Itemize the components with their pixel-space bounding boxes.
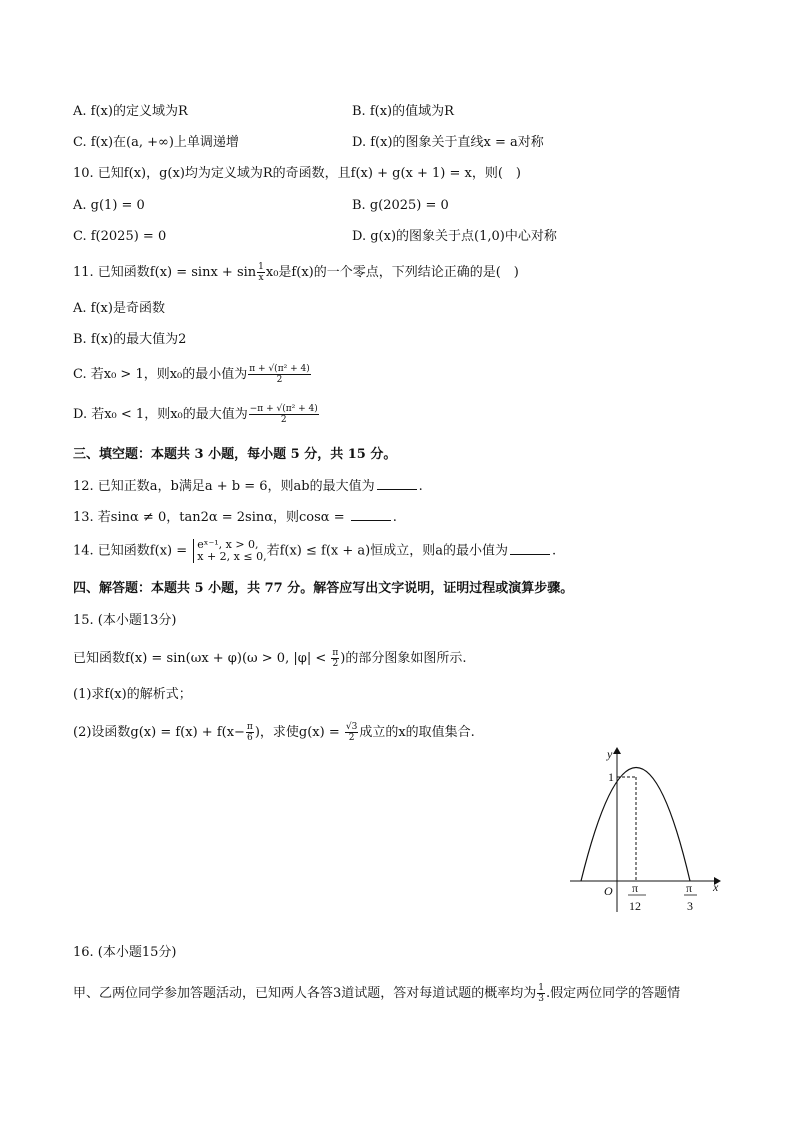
q15-part-1: (1)求f(x)的解析式； [73, 687, 192, 702]
q16-frac-num: 1 [538, 983, 545, 993]
q16-stem-b: .假定两位同学的答题情 [546, 986, 681, 1001]
graph-origin-label: O [604, 884, 613, 898]
q14 [73, 539, 556, 564]
q14-case-1: eˣ⁻¹, x > 0, [197, 538, 259, 551]
q13 [73, 508, 397, 527]
graph-tick-2-den: 3 [687, 899, 693, 913]
q15-part-2-frac2-den: 2 [348, 733, 355, 743]
q9-option-a: A. f(x)的定义域为R [73, 104, 188, 119]
q11-option-d [73, 404, 320, 425]
q13-end: . [392, 510, 397, 525]
q11-option-d-fraction [249, 404, 319, 425]
q15-part-2-frac-num: π [246, 722, 253, 732]
q11-stem-fraction [257, 262, 265, 283]
q14-case-2: x + 2, x ≤ 0, [197, 550, 267, 563]
q12-end: . [418, 479, 423, 494]
q15-part-2-fraction [246, 722, 254, 743]
q15-stem-a: 已知函数f(x) = sin(ωx + φ)(ω > 0, |φ| < [73, 651, 331, 666]
q11-stem-part-a: 11. 已知函数f(x) = sinx + sin [73, 265, 257, 280]
q15-part-2 [73, 722, 475, 743]
q11-option-d-text: D. 若x₀ < 1，则x₀的最大值为 [73, 407, 248, 422]
q15-header: 15. (本小题13分) [73, 613, 177, 628]
q11-stem [73, 262, 519, 283]
graph-tick-1-den: 12 [629, 899, 641, 913]
q16-stem-a: 甲、乙两位同学参加答题活动，已知两人各答3道试题，答对每道试题的概率均为 [73, 986, 537, 1001]
q15-part-2-frac-den: 6 [247, 733, 253, 743]
q16-header: 16. (本小题15分) [73, 945, 177, 960]
q11-frac-num: 1 [258, 262, 264, 272]
q9-option-c: C. f(x)在(a, +∞)上单调递增 [73, 135, 239, 150]
q11-option-c-num: π + √(π² + 4) [249, 364, 310, 374]
q15-part-2-b: )，求使g(x) = [254, 725, 344, 740]
q14-answer-blank[interactable] [510, 542, 550, 555]
q15-part-2-c: 成立的x的取值集合. [359, 725, 475, 740]
q10-option-b: B. g(2025) = 0 [352, 198, 449, 213]
q15-part-2-fraction-2 [345, 722, 358, 743]
q11-option-c-den: 2 [276, 375, 283, 385]
q11-option-c [73, 364, 312, 385]
q11-stem-part-b: x₀是f(x)的一个零点，下列结论正确的是( ) [265, 265, 519, 280]
q11-option-b: B. f(x)的最大值为2 [73, 332, 187, 347]
q15-part-2-frac2-num: √3 [345, 722, 358, 732]
graph-tick-1-num: π [632, 881, 639, 895]
q16-stem [73, 983, 680, 1004]
q14-end: . [551, 543, 557, 559]
graph-tick-2-num: π [686, 881, 693, 895]
q10-option-d: D. g(x)的图象关于点(1,0)中心对称 [352, 229, 557, 244]
q15-stem-frac-num: π [332, 648, 339, 658]
q14-text-a: 14. 已知函数f(x) = [73, 543, 192, 559]
q15-part-2-a: (2)设函数g(x) = f(x) + f(x− [73, 725, 245, 740]
q11-frac-den: x [258, 273, 264, 283]
q15-function-graph [560, 740, 730, 920]
q14-text-b: 若f(x) ≤ f(x + a)恒成立，则a的最小值为 [266, 543, 508, 559]
q10-option-c: C. f(2025) = 0 [73, 229, 167, 244]
q12 [73, 477, 423, 496]
q15-stem-b: )的部分图象如图所示. [340, 651, 467, 666]
graph-x-label: x [713, 880, 719, 894]
q12-answer-blank[interactable] [377, 477, 417, 490]
q10-option-a: A. g(1) = 0 [73, 198, 145, 213]
section-4-heading: 四、解答题：本题共 5 小题，共 77 分。解答应写出文字说明，证明过程或演算步骤。 [73, 581, 574, 596]
graph-y-label: y [607, 747, 613, 761]
q15-stem-frac-den: 2 [332, 659, 339, 669]
q16-frac-den: 3 [538, 994, 545, 1004]
q9-option-b: B. f(x)的值域为R [352, 104, 454, 119]
q16-fraction [537, 983, 545, 1004]
q11-option-c-text: C. 若x₀ > 1，则x₀的最小值为 [73, 367, 248, 382]
q12-text: 12. 已知正数a，b满足a + b = 6，则ab的最大值为 [73, 479, 375, 494]
q11-option-d-den: 2 [280, 415, 287, 425]
q15-stem [73, 648, 467, 669]
q15-stem-fraction [331, 648, 339, 669]
graph-max-value-label: 1 [608, 770, 614, 784]
q13-answer-blank[interactable] [351, 508, 391, 521]
q13-text: 13. 若sinα ≠ 0，tan2α = 2sinα，则cosα = [73, 510, 349, 525]
q11-option-d-num: −π + √(π² + 4) [249, 404, 318, 414]
q11-option-c-fraction [248, 364, 310, 385]
q9-option-d: D. f(x)的图象关于直线x = a对称 [352, 135, 544, 150]
q11-option-a: A. f(x)是奇函数 [73, 301, 165, 316]
q14-piecewise [193, 539, 266, 563]
section-3-heading: 三、填空题：本题共 3 小题，每小题 5 分，共 15 分。 [73, 447, 397, 462]
q10-stem: 10. 已知f(x)，g(x)均为定义域为R的奇函数，且f(x) + g(x + 1) = x，则( ) [73, 166, 521, 181]
